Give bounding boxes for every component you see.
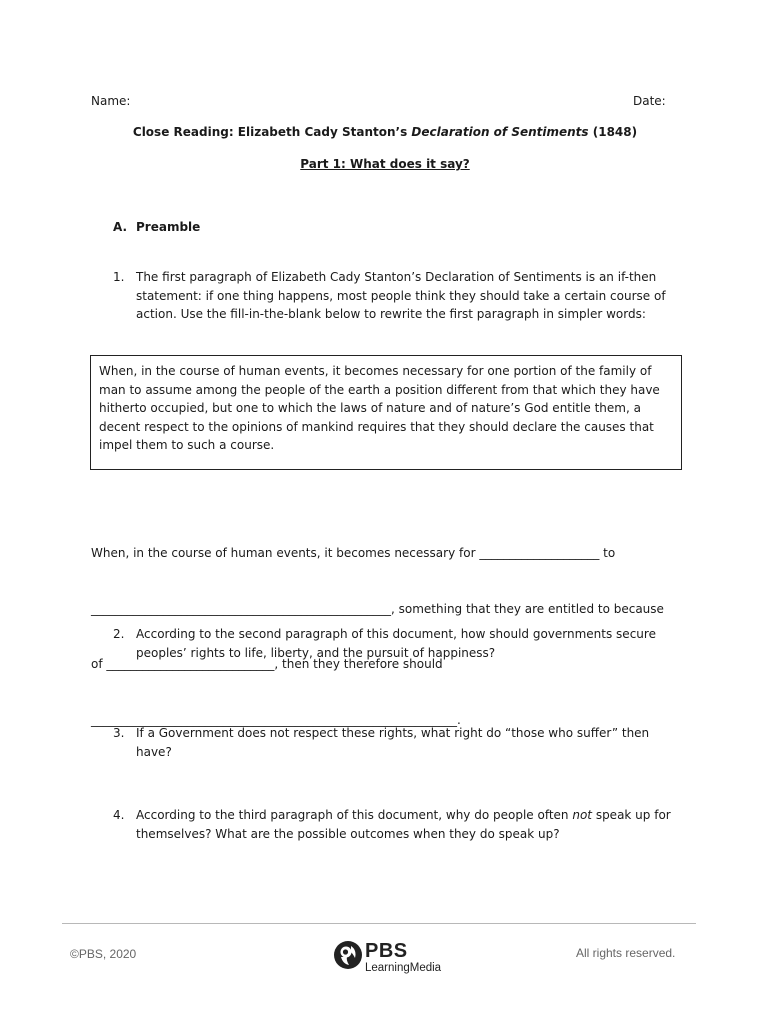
section-heading	[113, 220, 200, 234]
question-text-emphasis: not	[572, 808, 592, 822]
question-1	[113, 268, 673, 324]
fill-in-line: of ____________________________, then they therefore should	[91, 657, 443, 671]
footer-copyright: ©PBS, 2020	[70, 947, 137, 961]
question-number: 2.	[113, 627, 125, 641]
question-3	[113, 724, 673, 761]
question-text: If a Government does not respect these rights, what right do “those who suffer” then have?	[136, 726, 650, 759]
page-title	[0, 125, 770, 139]
question-2	[113, 625, 673, 662]
title-prefix: Close Reading: Elizabeth Cady Stanton’s	[132, 125, 412, 139]
fill-in-line: __________________________________________________, something that they are entitled to because	[91, 601, 664, 616]
footer-divider	[62, 923, 696, 924]
question-text	[136, 806, 673, 843]
section-label: Preamble	[136, 220, 201, 234]
fill-in-line: _____________________________________________________________.	[91, 712, 461, 727]
logo-wordmark: PBS	[365, 940, 408, 962]
question-text-part: According to the third paragraph of this document, why do people often	[136, 808, 573, 822]
section-letter: A.	[113, 220, 128, 234]
pbs-learningmedia-logo	[333, 940, 453, 980]
fill-in-line: When, in the course of human events, it becomes necessary for ____________________ to	[91, 546, 616, 560]
name-label: Name:	[91, 94, 131, 108]
question-text-part: speak up for themselves? What are the possible outcomes when they do speak up?	[136, 808, 671, 841]
question-number: 3.	[113, 726, 125, 740]
title-document-name: Declaration of Sentiments	[411, 125, 589, 139]
title-suffix: (1848)	[588, 125, 638, 139]
pbs-head-icon	[333, 940, 363, 970]
question-number: 4.	[113, 808, 125, 822]
question-text: According to the second paragraph of this document, how should governments secure peoples’ rights to life, liberty, and the pursuit of happiness?	[136, 627, 656, 660]
question-number: 1.	[113, 270, 125, 284]
question-text: The first paragraph of Elizabeth Cady Stanton’s Declaration of Sentiments is an if-then statement: if one thing happens, most people think they should take a certain course of action. Use the fill-in-the-blank below to rewrite the first paragraph in simpler words:	[136, 270, 666, 321]
part-heading: Part 1: What does it say?	[300, 157, 470, 171]
date-label: Date:	[633, 94, 666, 108]
quote-box	[90, 355, 682, 470]
footer-rights: All rights reserved.	[576, 946, 676, 960]
quote-text: When, in the course of human events, it becomes necessary for one portion of the family of man to assume among the people of the earth a position different from that which they have hitherto occupied, but one to which the laws of nature and of nature’s God entitle them, a decent respect to the opinions of mankind requires that they should declare the causes that impel them to such a course.	[99, 364, 660, 452]
logo-subtitle: LearningMedia	[365, 962, 442, 974]
question-4	[113, 806, 673, 843]
